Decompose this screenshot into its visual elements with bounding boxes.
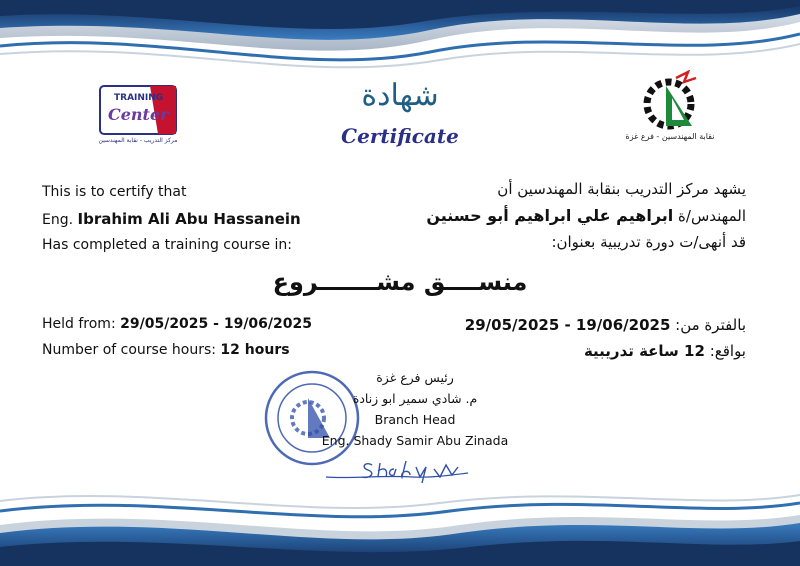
signature-icon (322, 455, 472, 485)
held-dates-en: 29/05/2025 - 19/06/2025 (120, 316, 312, 332)
period-dates-ar: 19/06/2025 - 29/05/2025 (464, 316, 671, 334)
hours-value-en: 12 hours (220, 342, 290, 358)
held-line-en (42, 316, 312, 332)
title-english: Certificate (341, 124, 459, 148)
hours-line-en (42, 342, 290, 358)
signatory-role-ar: رئيس فرع غزة (376, 370, 454, 385)
logo-left-caption: مركز التدريب - نقابة المهندسين (98, 137, 178, 144)
hours-label-en: Number of course hours: (42, 342, 216, 358)
completed-text-en: Has completed a training course in: (42, 237, 293, 253)
training-center-logo (96, 82, 180, 146)
name-line-en (42, 210, 301, 228)
signatory-name-ar: م. شادي سمير ابو زنادة (352, 391, 478, 406)
name-prefix-ar: المهندس/ة (678, 207, 746, 225)
course-title: منســــق مشـــــــروع (272, 268, 528, 296)
name-prefix-en: Eng. (42, 212, 74, 228)
recipient-name-en: Ibrahim Ali Abu Hassanein (77, 210, 301, 228)
signatory-block (300, 370, 530, 454)
period-line-ar (465, 316, 746, 334)
completed-text-ar: قد أنهى/ت دورة تدريبية بعنوان: (551, 233, 746, 251)
hours-value-ar: 12 ساعة تدريبية (583, 342, 705, 360)
held-label-en: Held from: (42, 316, 116, 332)
certify-text-en: This is to certify that (42, 184, 187, 200)
logo-right-caption: نقابة المهندسين - فرع غزة (625, 132, 715, 141)
period-label-ar: بالفترة من: (675, 316, 746, 334)
top-wave-decoration (0, 0, 800, 80)
signatory-role-en: Branch Head (374, 412, 456, 427)
certify-text-ar: يشهد مركز التدريب بنقابة المهندسين أن (497, 180, 746, 198)
bottom-wave-decoration (0, 481, 800, 566)
signatory-name-en: Eng. Shady Samir Abu Zinada (321, 433, 509, 448)
recipient-name-ar: ابراهيم علي ابراهيم أبو حسنين (426, 206, 674, 225)
logo-center-text: Center (108, 105, 169, 124)
title-arabic: شهادة (361, 78, 439, 113)
logo-training-text: TRAINING (114, 93, 164, 103)
hours-label-ar: بواقع: (709, 342, 746, 360)
name-line-ar (426, 206, 746, 225)
hours-line-ar (584, 342, 746, 360)
